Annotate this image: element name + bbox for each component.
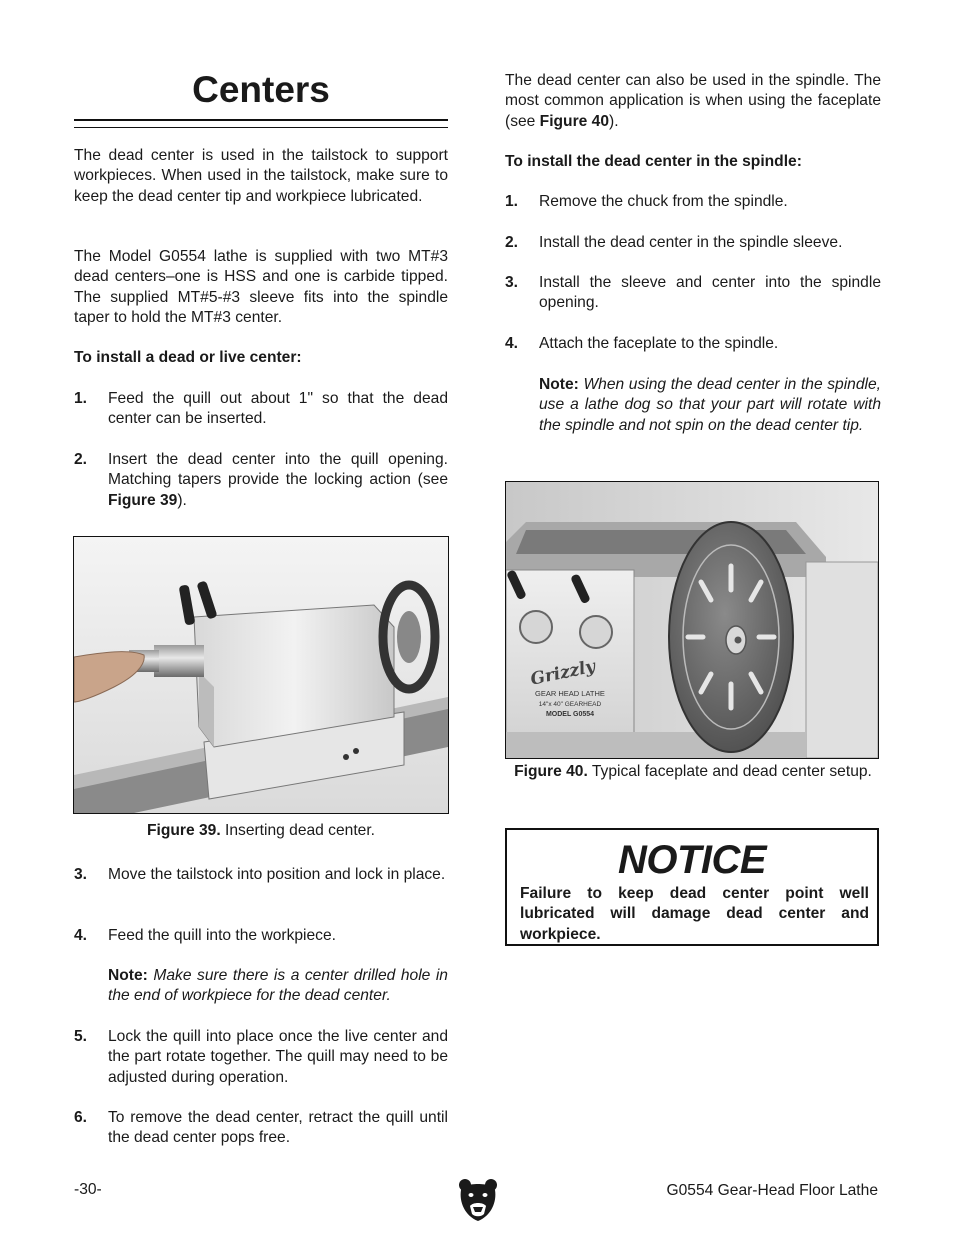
tailstock-illustration bbox=[74, 537, 448, 813]
figure-39-photo bbox=[73, 536, 449, 814]
left-step-2: 2. Insert the dead center into the quill opening. Matching tapers provide the locking action (see Figure 39). bbox=[74, 451, 448, 509]
page-number: -30- bbox=[74, 1181, 102, 1198]
photo-line-1: GEAR HEAD LATHE bbox=[535, 689, 605, 698]
left-note: Note: Make sure there is a center drilled hole in the end of workpiece for the dead center. bbox=[108, 967, 448, 1005]
title-rule bbox=[74, 119, 448, 128]
right-intro-paragraph: The dead center can also be used in the spindle. The most common application is when using the faceplate (see Figure 40). bbox=[505, 72, 881, 130]
figure-39-caption: Figure 39. Inserting dead center. bbox=[147, 822, 375, 839]
intro-paragraph-2: The Model G0554 lathe is supplied with two MT#3 dead centers–one is HSS and one is carbide tipped. The supplied MT#5-#3 sleeve fits into the spindle taper to hold the MT#3 center. bbox=[74, 248, 448, 326]
left-step-4: 4. Feed the quill into the workpiece. bbox=[74, 927, 336, 944]
right-step-3: 3. Install the sleeve and center into the spindle opening. bbox=[505, 274, 881, 312]
left-step-6: 6. To remove the dead center, retract the quill until the dead center pops free. bbox=[74, 1109, 448, 1147]
tailstock-install-heading: To install a dead or live center: bbox=[74, 349, 302, 366]
notice-title: NOTICE bbox=[617, 838, 767, 882]
left-step-5: 5. Lock the quill into place once the live center and the part rotate together. The quill may need to be adjusted during operation. bbox=[74, 1028, 448, 1086]
figure-40-ref: Figure 40 bbox=[539, 112, 609, 130]
photo-line-3: MODEL G0554 bbox=[545, 711, 595, 718]
right-step-4: 4. Attach the faceplate to the spindle. bbox=[505, 335, 779, 352]
left-step-3: 3. Move the tailstock into position and lock in place. bbox=[74, 866, 446, 883]
right-note: Note: When using the dead center in the spindle, use a lathe dog so that your part will rotate with the spindle and not spin on the dead center tip. bbox=[539, 376, 881, 434]
spindle-install-heading: To install the dead center in the spindle: bbox=[505, 153, 802, 170]
page-title: Centers bbox=[192, 69, 330, 110]
right-step-2: 2. Install the dead center in the spindle sleeve. bbox=[505, 234, 843, 251]
grizzly-bear-logo-icon bbox=[457, 1176, 499, 1222]
notice-box bbox=[505, 828, 879, 946]
photo-brand-text: Grizzly bbox=[528, 656, 598, 690]
right-step-1: 1. Remove the chuck from the spindle. bbox=[505, 193, 788, 210]
faceplate-illustration bbox=[506, 482, 878, 758]
product-name: G0554 Gear-Head Floor Lathe bbox=[666, 1182, 878, 1199]
figure-40-caption: Figure 40. Typical faceplate and dead center setup. bbox=[514, 763, 872, 780]
figure-40-photo bbox=[505, 481, 879, 759]
left-step-1: 1. Feed the quill out about 1" so that the dead center can be inserted. bbox=[74, 390, 448, 428]
figure-39-ref: Figure 39 bbox=[108, 491, 178, 509]
intro-paragraph-1: The dead center is used in the tailstock to support workpieces. When used in the tailstock, make sure to keep the dead center tip and workpiece lubricated. bbox=[74, 147, 448, 205]
notice-body: Failure to keep dead center point well lubricated will damage dead center and workpiece. bbox=[520, 885, 869, 943]
photo-line-2: 14"x 40" GEARHEAD bbox=[538, 701, 602, 708]
